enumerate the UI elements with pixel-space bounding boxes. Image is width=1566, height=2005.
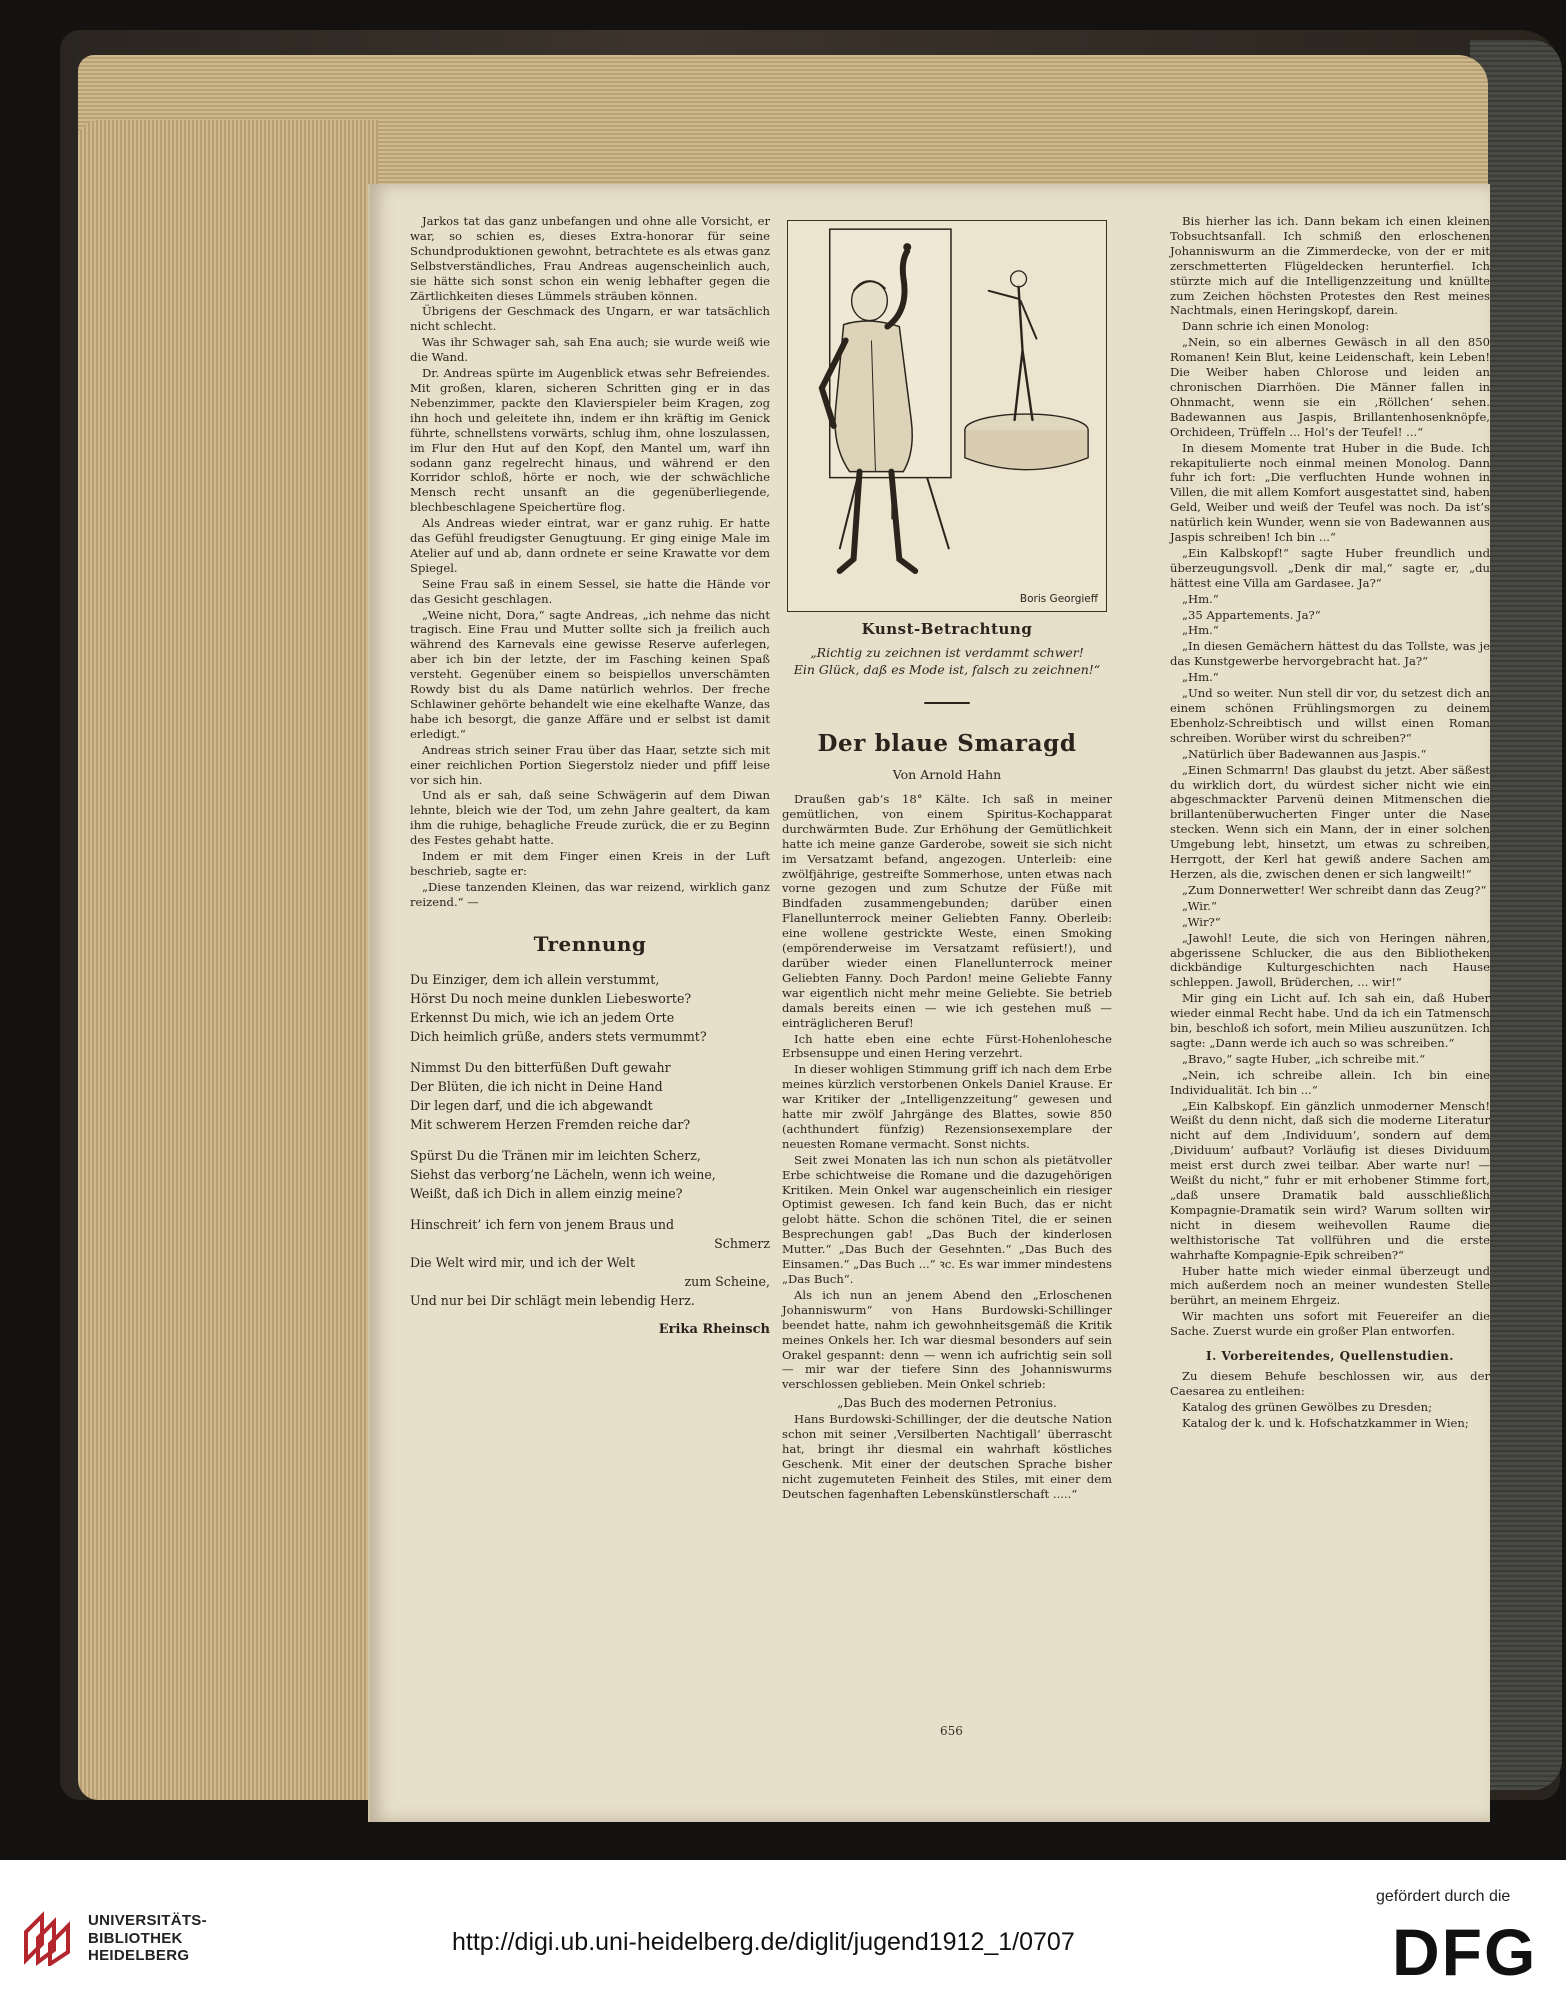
- story-paragraph: Wir machten uns sofort mit Feuereifer an die Sache. Zuerst wurde ein großer Plan entworfen.: [1170, 1309, 1490, 1339]
- story-paragraph: Bis hierher las ich. Dann bekam ich einen kleinen Tobsuchtsanfall. Ich schmiß den erloschenen Johanniswurm an die Zimmerdecke, von der er mit zerschmetterten Flügeldecken herunterfiel. Ich stürzte mich auf die Intelligenzzeitung und knüllte zum Zeichen höchsten Protestes den Rest meines Nachtmals, einen Heringskopf, darein.: [1170, 214, 1490, 318]
- article-paragraph: Was ihr Schwager sah, sah Ena auch; sie wurde weiß wie die Wand.: [410, 335, 770, 365]
- university-name: [88, 1912, 207, 1965]
- story-paragraph: „Und so weiter. Nun stell dir vor, du setzest dich an einem schönen Frühlingsmorgen zu deinem Ebenholz-Schreibtisch und willst einen Roman schreiben. Worüber wirst du schreiben?“: [1170, 686, 1490, 745]
- story-paragraph: „Hm.“: [1182, 670, 1219, 685]
- story-paragraph: Zu diesem Behufe beschlossen wir, aus der Caesarea zu entleihen:: [1170, 1369, 1490, 1398]
- illustration: [787, 220, 1107, 612]
- middle-column: [782, 214, 1112, 1503]
- poem-line: Hinschreit’ ich fern von jenem Braus und: [410, 1216, 675, 1232]
- university-name-line: HEIDELBERG: [88, 1947, 190, 1964]
- story-title: Der blaue Smaragd: [817, 730, 1077, 757]
- page-edges-left: [78, 120, 378, 1800]
- poem-line: Mit schwerem Herzen Fremden reiche dar?: [410, 1116, 691, 1132]
- story-paragraph: „Hm.“: [1182, 623, 1219, 638]
- story-paragraph: „Wir?“: [1182, 914, 1221, 929]
- poem-line: Erkennst Du mich, wie ich an jedem Orte: [410, 1009, 675, 1025]
- dfg-logo: DFG: [1392, 1915, 1538, 1989]
- story-paragraph: „Hm.“: [1182, 591, 1219, 606]
- page-number: 656: [940, 1724, 963, 1738]
- funded-by-label: gefördert durch die: [1376, 1888, 1511, 1905]
- poem-stanza-4: [410, 1215, 770, 1310]
- story-paragraph: Huber hatte mich wieder einmal überzeugt und mich außerdem noch an meiner wundesten Stelle berührt, an meinem Ehrgeiz.: [1170, 1263, 1490, 1308]
- story-paragraph: „Jawohl! Leute, die sich von Heringen nähren, abgerissene Schlucker, die aus den Bibliotheken dickbändige Kulturgeschichten nach Hause schleppen. Jawoll, Brüderchen, ... wir!“: [1170, 930, 1490, 990]
- article-paragraph: Und als er sah, daß seine Schwägerin auf dem Diwan lehnte, bleich wie der Tod, um zehn Jahre gealtert, da kam ihm die ruhige, behagliche Freude zurück, die er zu Beginn des Festes gehabt hatte.: [410, 788, 770, 848]
- poem-line-continuation: zum Scheine,: [684, 1273, 770, 1289]
- article-paragraph: „Diese tanzenden Kleinen, das war reizend, wirklich ganz reizend.“ —: [410, 879, 770, 909]
- illustration-artist: Boris Georgieff: [1019, 593, 1098, 605]
- poem-line: Dich heimlich grüße, anders stets vermummt?: [410, 1028, 707, 1044]
- article-paragraph: Übrigens der Geschmack des Ungarn, er war tatsächlich nicht schlecht.: [410, 304, 770, 334]
- story-paragraph: Mir ging ein Licht auf. Ich sah ein, daß Huber wieder einmal Recht habe. Und da ich ein Tatmensch bin, beschloß ich sofort, mein Milieu auszunützen. Ich sagte: „Dann werde ich auch so was schreiben.“: [1170, 991, 1490, 1050]
- story-paragraph: „35 Appartements. Ja?“: [1182, 607, 1321, 622]
- poem-author: Erika Rheinsch: [658, 1321, 770, 1337]
- poem-line: Weißt, daß ich Dich in allem einzig meine?: [410, 1185, 683, 1201]
- article-paragraph: Als Andreas wieder eintrat, war er ganz ruhig. Er hatte das Gefühl freudigster Genugtuung. Er ging einige Male im Atelier auf und ab, dann ordnete er seine Krawatte vor dem Spiegel.: [410, 516, 770, 575]
- poem-line: Hörst Du noch meine dunklen Liebesworte?: [410, 990, 692, 1006]
- story-paragraph: „Einen Schmarrn! Das glaubst du jetzt. Aber säßest du wirklich dort, du würdest sicher nicht wie ein abgeschmackter Parvenü deinen Mitmenschen die brillantenüberwucherten Finger unter die Nase stecken. Wenn sich ein Mann, der in einer solchen Umgebung lebt, hinsetzt, um etwas zu schreiben, Herrgott, der Kerl hat gewiß andere Sachen am Herzen, als die, zwischen denen er sich langweilt!“: [1170, 762, 1490, 881]
- story-paragraph: „Nein, ich schreibe allein. Ich bin eine Individualität. Ich bin ...“: [1170, 1067, 1490, 1097]
- poem: [410, 970, 770, 1337]
- poem-title: Trennung: [533, 931, 647, 956]
- story-paragraph: Als ich nun an jenem Abend den „Erloschenen Johanniswurm“ von Hans Burdowski-Schillinger beendet hatte, nahm ich gewohnheitsgemäß die Kritik meines Onkels her. Ich war diesmal besonders auf sein Orakel gespannt: denn — wenn ich aufrichtig sein soll — mir war der tiefere Sinn des Johanniswurms verschlossen geblieben. Mein Onkel schrieb:: [782, 1287, 1112, 1392]
- poem-stanza-3: [410, 1146, 770, 1203]
- footer-bar: [0, 1860, 1566, 2005]
- poem-line: Die Welt wird mir, und ich der Welt: [410, 1254, 636, 1270]
- caption-line-2: Ein Glück, daß es Mode ist, falsch zu zeichnen!“: [793, 662, 1101, 677]
- section-divider: [924, 702, 970, 704]
- review-title: „Das Buch des modernen Petronius.: [837, 1396, 1057, 1411]
- left-column: [410, 214, 770, 1337]
- chapter-heading: I. Vorbereitendes, Quellenstudien.: [1206, 1349, 1454, 1364]
- story-paragraph: „Natürlich über Badewannen aus Jaspis.“: [1182, 746, 1427, 761]
- poem-line: Dir legen darf, und die ich abgewandt: [410, 1097, 653, 1113]
- drawing-art-viewing: [788, 221, 1106, 611]
- article-paragraph: Dr. Andreas spürte im Augenblick etwas sehr Befreiendes. Mit großen, klaren, sicheren Schritten ging er in das Nebenzimmer, packte den Klavierspieler beim Kragen, zog ihn hoch und geleitete ihn, indem er ihn kräftig im Genick führte, schnellstens vorwärts, schlug ihm, ohne loszulassen, im Flur den Hut auf den Kopf, den Mantel um, warf ihn sodann ganz regelrecht hinaus, und während er den Korridor schloß, hörte er noch, wie der schwächliche Mensch recht unsanft an die gegenüberliegende, blechbeschlagene Speichertüre flog.: [410, 366, 770, 515]
- article-paragraph: Jarkos tat das ganz unbefangen und ohne alle Vorsicht, er war, so schien es, dieses Extra-honorar für seine Schundproduktionen gewohnt, betrachtete es als etwas ganz Selbstverständliches, Frau Andreas augenscheinlich auch, sie hätte sich sonst schon ein wenig lebhafter gegen die Zärtlichkeiten dieses Lümmels sträuben können.: [410, 214, 770, 303]
- article-paragraph: „Weine nicht, Dora,“ sagte Andreas, „ich nehme das nicht tragisch. Eine Frau und Mutter sollte sich ja freilich auch während des Karnevals eine gewisse Reserve auferlegen, aber ich bin der letzte, der im Fasching keinen Spaß versteht. Gegenüber einem so beispiellos unverschämten Rowdy bist du als Dame natürlich wehrlos. Der freche Schlawiner gehörte behandelt wie eine ekelhafte Wanze, das habe ich besorgt, die ganze Affäre und er selbst ist damit erledigt.“: [410, 607, 770, 741]
- book-page: [368, 184, 1490, 1822]
- story-byline: Von Arnold Hahn: [892, 767, 1002, 782]
- poem-stanza-2: [410, 1058, 770, 1134]
- right-column: [1170, 214, 1490, 1432]
- review-text: Hans Burdowski-Schillinger, der die deutsche Nation schon mit seiner ‚Versilberten Nachtigall‘ überrascht hat, bringt ihr diesmal ein wahrhaft köstliches Geschenk. Mit einer der deutschen Sprache bisher nicht zugemuteten Feinheit des Stiles, mit einer dem Deutschen fagenhaften Lebenskünstlerschaft .....“: [782, 1412, 1112, 1501]
- story-paragraph: „In diesen Gemächern hättest du das Tollste, was je das Kunstgewerbe hervorgebracht hat. Ja?“: [1170, 639, 1490, 669]
- story-paragraph: Katalog des grünen Gewölbes zu Dresden;: [1182, 1399, 1432, 1414]
- story-paragraph: „Ein Kalbskopf. Ein gänzlich unmoderner Mensch! Weißt du denn nicht, daß sich die moderne Literatur nicht auf dem ‚Individuum‘, sondern auf dem ‚Dividuum‘ aufbaut? Vorläufig ist dieses Dividuum meist erst durch zwei teilbar. Aber warte nur! — Weißt du nicht,“ fuhr er mit erhobener Stimme fort, „daß unsere Dramatik bald ausschließlich Kompagnie-Dramatik sein wird? Warum sollten wir nicht in diesem weihevollen Raume die welthistorische Tat vollführen und die erste wahrhafte Kompagnie-Epik schreiben?“: [1170, 1098, 1490, 1262]
- article-paragraph: Andreas strich seiner Frau über das Haar, setzte sich mit einer reichlichen Portion Siegerstolz nieder und pfiff leise vor sich hin.: [410, 742, 770, 787]
- poem-line: Du Einziger, dem ich allein verstummt,: [410, 971, 660, 987]
- story-paragraph: „Zum Donnerwetter! Wer schreibt dann das Zeug?“: [1182, 882, 1487, 897]
- poem-line: Spürst Du die Tränen mir im leichten Scherz,: [410, 1147, 701, 1163]
- poem-line-continuation: Schmerz: [714, 1235, 770, 1251]
- illustration-title: Kunst-Betrachtung: [861, 620, 1033, 638]
- source-url-link[interactable]: http://digi.ub.uni-heidelberg.de/diglit/jugend1912_1/0707: [452, 1928, 1075, 1956]
- story-paragraph: Katalog der k. und k. Hofschatzkammer in Wien;: [1182, 1415, 1469, 1430]
- article-paragraph: Indem er mit dem Finger einen Kreis in der Luft beschrieb, sagte er:: [410, 849, 770, 878]
- story-paragraph: Dann schrie ich einen Monolog:: [1182, 319, 1370, 334]
- illustration-caption: [782, 644, 1112, 678]
- story-paragraph: Seit zwei Monaten las ich nun schon als pietätvoller Erbe schichtweise die Romane und die dazugehörigen Kritiken. Mein Onkel war augenscheinlich ein riesiger Optimist gewesen. Ich fand kein Buch, das er nicht gelobt hätte. Schon die schönen Titel, die er seinen Besprechungen gab! „Das Buch der kinderlosen Mutter.“ „Das Buch der Gesehnten.“ „Das Buch des Einsamen.“ „Das Buch ...“ ꝛc. Es war immer mindestens „Das Buch“.: [782, 1152, 1112, 1286]
- story-paragraph: In dieser wohligen Stimmung griff ich nach dem Erbe meines kürzlich verstorbenen Onkels Daniel Krause. Er war Kritiker der „Intelligenzzeitung“ gewesen und hatte mir zwölf Jahrgänge des Blattes, sowie 850 (achthundert fünfzig) Rezensionsexemplare der neuesten Romane vermacht. Sonst nichts.: [782, 1062, 1112, 1151]
- university-name-line: BIBLIOTHEK: [88, 1929, 183, 1947]
- story-paragraph: Draußen gab’s 18° Kälte. Ich saß in meiner gemütlichen, von einem Spiritus-Kochapparat durchwärmten Bude. Zur Erhöhung der Gemütlichkeit hatte ich meine ganze Garderobe, soweit sie sich nicht im Versatzamt befand, angezogen. Unterleib: eine zwölfjährige, gestreifte Sommerhose, unten etwas nach vorne gezogen und zum Schutze der Füße mit Bindfaden zusammengebunden; darüber einen Flanellunterrock meiner Geliebten Fanny. Oberleib: eine wollene gestrickte Weste, einen Smoking (empörenderweise im Versatzamt refüsiert!), und darüber wieder einen Flanellunterrock meiner Geliebten Fanny. Doch Pardon! meine Geliebte Fanny war eigentlich nicht mehr meine Geliebte. Sie betrieb damals bereits einen — wie ich gestehen muß — einträglicheren Beruf!: [782, 792, 1112, 1030]
- poem-line: Nimmst Du den bitterfüßen Duft gewahr: [410, 1059, 671, 1075]
- story-paragraph: „Bravo,“ sagte Huber, „ich schreibe mit.“: [1182, 1051, 1426, 1066]
- poem-stanza-1: [410, 970, 770, 1046]
- university-logo-icon: [20, 1908, 76, 1966]
- article-paragraph: Seine Frau saß in einem Sessel, sie hatte die Hände vor das Gesicht geschlagen.: [410, 576, 770, 606]
- story-paragraph: Ich hatte eben eine echte Fürst-Hohenlohesche Erbsensuppe und einen Hering verzehrt.: [782, 1031, 1112, 1061]
- story-paragraph: „Ein Kalbskopf!“ sagte Huber freundlich und überzeugungsvoll. „Denk dir mal,“ sagte er, „du hättest eine Villa am Gardasee. Ja?“: [1170, 545, 1490, 590]
- poem-line: Siehst das verborg’ne Lächeln, wenn ich weine,: [410, 1166, 716, 1182]
- poem-line: Und nur bei Dir schlägt mein lebendig Herz.: [410, 1292, 695, 1308]
- poem-line: Der Blüten, die ich nicht in Deine Hand: [410, 1078, 663, 1094]
- university-name-line: UNIVERSITÄTS-: [88, 1912, 207, 1929]
- story-paragraph: In diesem Momente trat Huber in die Bude. Ich rekapitulierte noch einmal meinen Monolog. Dann fuhr ich fort: „Die verfluchten Hunde wohnen in Villen, die mit allem Komfort ausgestattet sind, haben Geld, Weiber und weiß der Teufel was noch. Da ist’s natürlich kein Wunder, wenn sie von Badewannen aus Jaspis schreiben! Ich bin ...“: [1170, 440, 1490, 545]
- story-paragraph: „Wir.“: [1182, 898, 1217, 913]
- story-paragraph: „Nein, so ein albernes Gewäsch in all den 850 Romanen! Kein Blut, keine Leidenschaft, kein Leben! Die Weiber haben Chlorose und leiden an chronischen Diarrhöen. Die Männer fallen in Ohnmacht, wenn sie ein ‚Röllchen‘ sehen. Badewannen aus Jaspis, Brillantenhosenknöpfe, Orchideen, Trüffeln ... Hol’s der Teufel! ...“: [1170, 335, 1490, 439]
- caption-line-1: „Richtig zu zeichnen ist verdammt schwer!: [810, 645, 1084, 660]
